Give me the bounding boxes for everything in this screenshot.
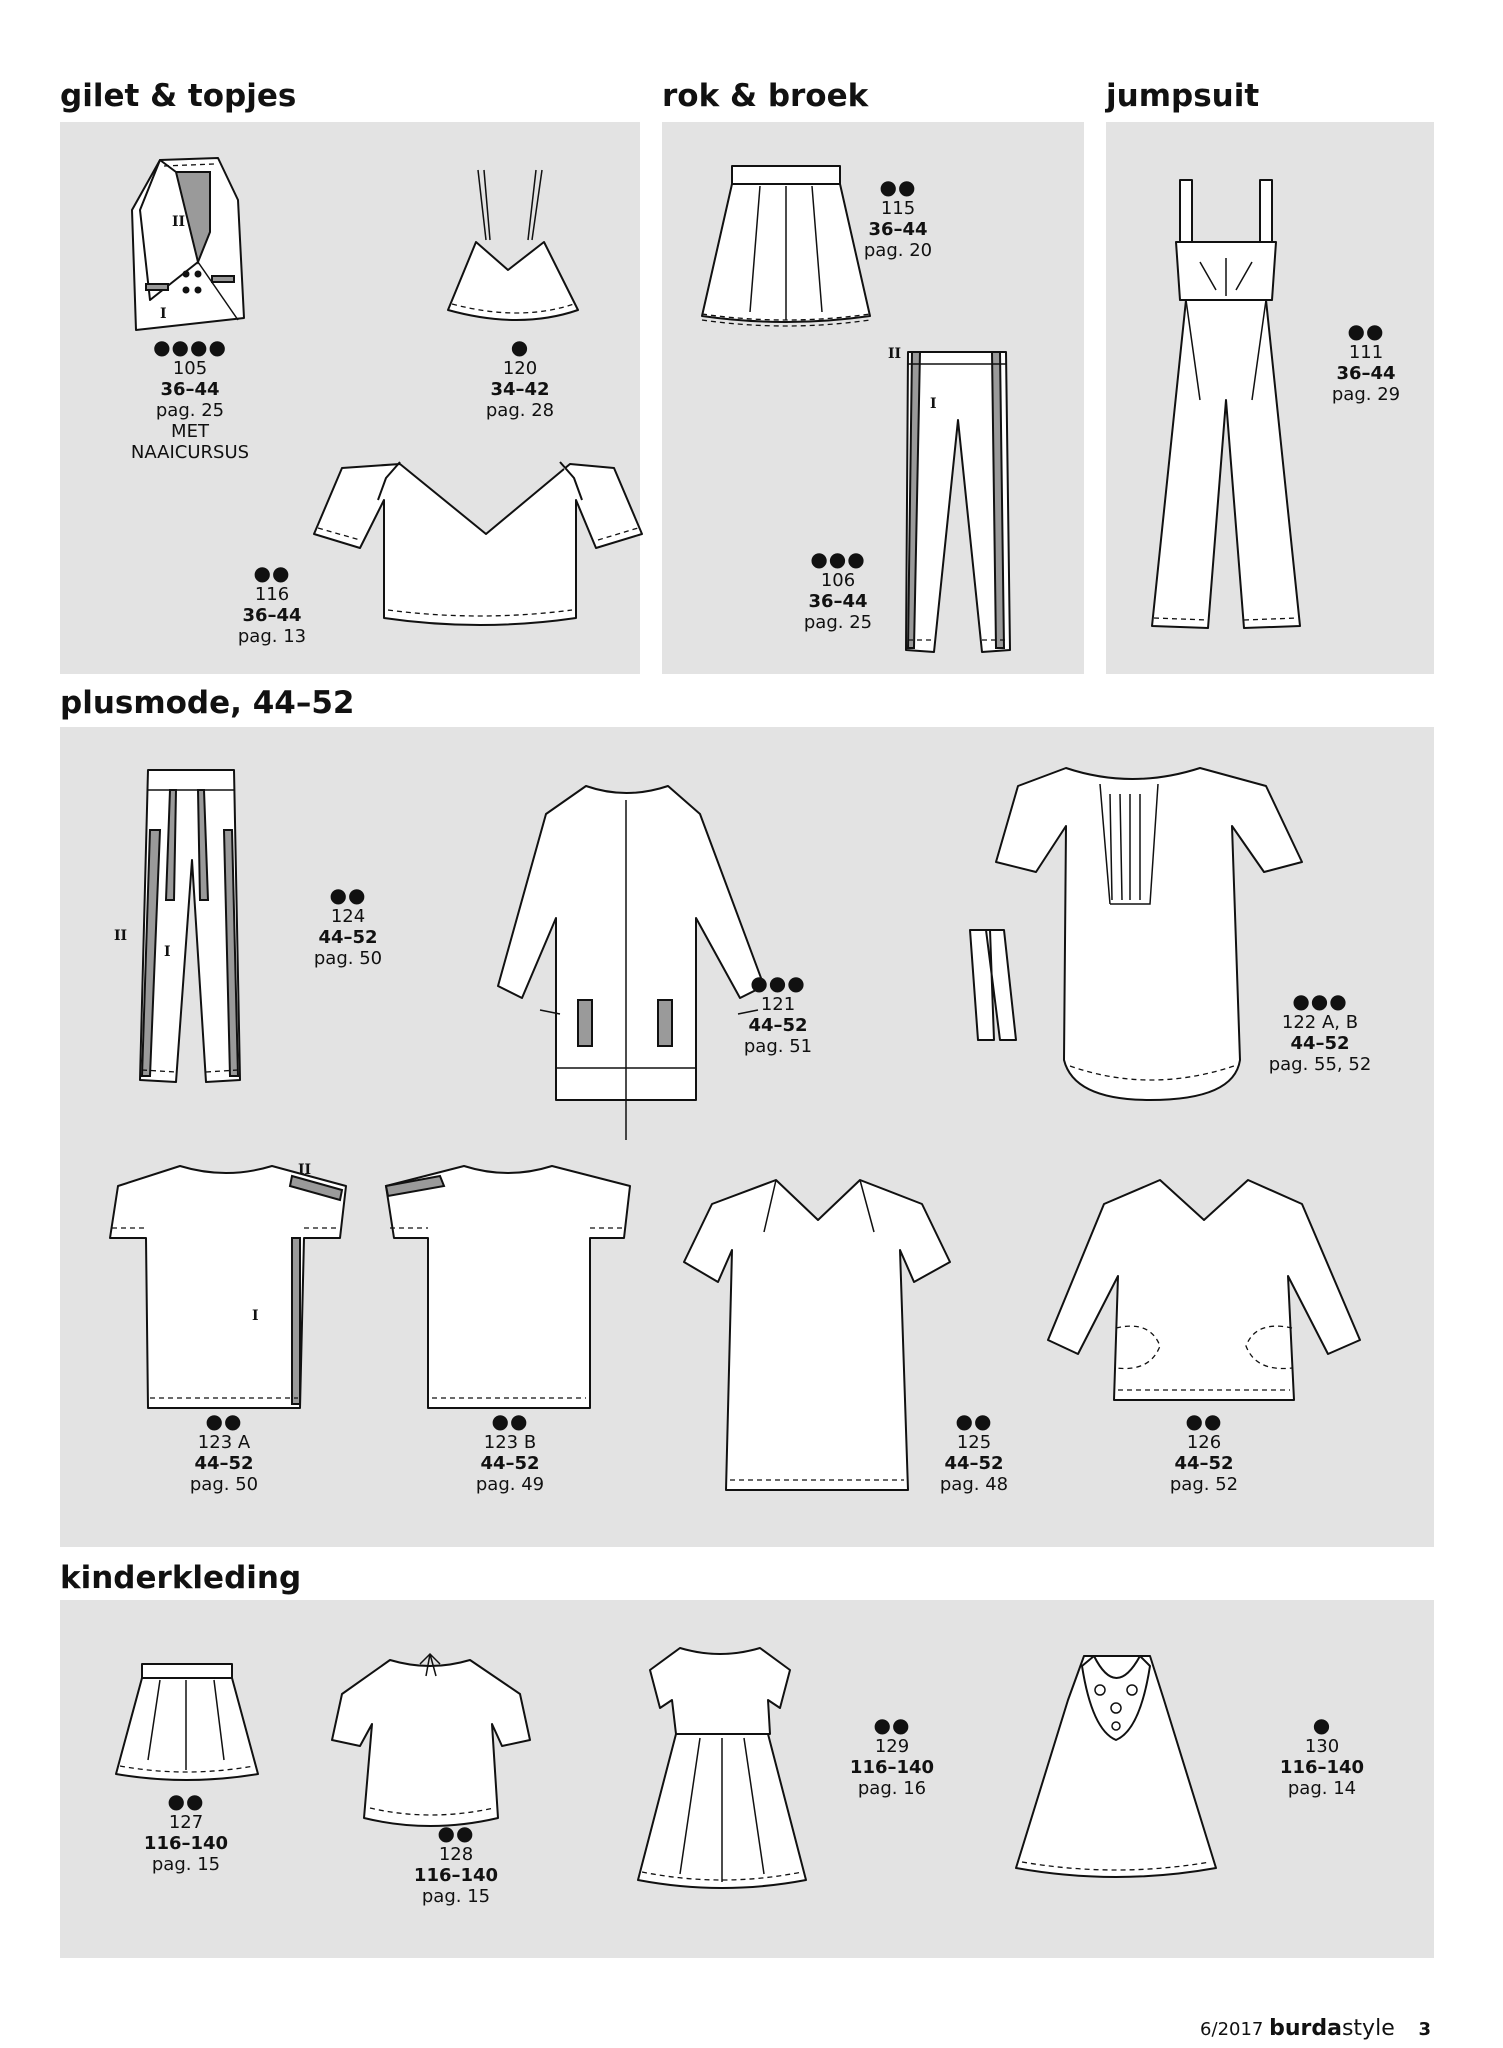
model-number: 130 [1304,1736,1340,1757]
model-number: 111 [1348,342,1384,363]
model-121-info [718,972,838,1057]
svg-text:I: I [164,944,171,960]
drawing-105-vest [132,158,244,330]
drawing-120-camisole [448,170,578,320]
model-number: 115 [880,198,916,219]
page-ref: pag. 15 [421,1886,491,1907]
size-range: 36–44 [242,605,302,626]
model-number: 129 [874,1736,910,1757]
model-129-info [832,1714,952,1799]
drawing-111-jumpsuit [1152,180,1300,628]
drawing-125-dress [684,1180,950,1490]
difficulty-dots: ●● [1185,1409,1223,1433]
model-106-info [778,548,898,633]
model-123b-info [450,1410,570,1495]
model-number: 120 [502,358,538,379]
size-range: 44–52 [480,1453,540,1474]
difficulty-dots: ●●● [1292,989,1348,1013]
svg-text:I: I [160,306,167,322]
page-ref: pag. 20 [863,240,933,261]
drawing-116-top [314,462,642,625]
model-number: 121 [760,994,796,1015]
drawing-127-skirt [116,1664,258,1780]
page-ref: pag. 51 [743,1036,813,1057]
page-ref: pag. 14 [1287,1778,1357,1799]
size-range: 36–44 [808,591,868,612]
model-number: 123 A [197,1432,251,1453]
size-range: 44–52 [944,1453,1004,1474]
issue-date: 6/2017 [1200,2019,1264,2040]
model-115-info [838,176,958,261]
difficulty-dots: ●● [253,561,291,585]
size-range: 34–42 [490,379,550,400]
model-number: 127 [168,1812,204,1833]
page-ref: pag. 15 [151,1854,221,1875]
difficulty-dots: ●● [1347,319,1385,343]
heading-rok-broek: rok & broek [662,78,869,114]
model-105-info [110,336,270,463]
page-ref: pag. 25 [803,612,873,633]
page-ref: pag. 49 [475,1474,545,1495]
size-range: 116–140 [413,1865,499,1886]
model-126-info [1144,1410,1264,1495]
page-ref: pag. 50 [189,1474,259,1495]
page-ref: pag. 52 [1169,1474,1239,1495]
difficulty-dots: ●●● [810,547,866,571]
model-124-info [288,884,408,969]
difficulty-dots: ●● [205,1409,243,1433]
size-range: 44–52 [194,1453,254,1474]
drawing-129-dress [638,1648,806,1888]
page-ref: pag. 29 [1331,384,1401,405]
difficulty-dots: ●● [873,1713,911,1737]
difficulty-dots: ●● [437,1821,475,1845]
size-range: 36–44 [868,219,928,240]
page-ref: pag. 28 [485,400,555,421]
drawing-126-top [1048,1180,1360,1400]
page-ref: pag. 55, 52 [1268,1054,1372,1075]
heading-gilet-topjes: gilet & topjes [60,78,297,114]
drawing-124-trousers [114,770,240,1082]
size-range: 116–140 [849,1757,935,1778]
svg-text:I: I [930,396,937,412]
drawing-123a-tshirt [110,1162,346,1408]
model-number: 105 [172,358,208,379]
page-ref: pag. 16 [857,1778,927,1799]
model-120-info [460,336,580,421]
difficulty-dots: ● [1312,1713,1332,1737]
page-footer [1200,2016,1431,2041]
model-123a-info [164,1410,284,1495]
difficulty-dots: ●● [491,1409,529,1433]
drawing-130-dress [1016,1656,1216,1877]
model-number: 122 A, B [1281,1012,1359,1033]
drawing-121-bomber [498,786,764,1140]
drawing-123b-tshirt [386,1166,630,1408]
difficulty-dots: ●●● [750,971,806,995]
page-ref: pag. 13 [237,626,307,647]
model-note: MET NAAICURSUS [130,421,250,463]
page-number: 3 [1418,2019,1431,2040]
model-130-info [1262,1714,1382,1799]
size-range: 44–52 [1174,1453,1234,1474]
difficulty-dots: ●● [955,1409,993,1433]
model-number: 128 [438,1844,474,1865]
model-number: 124 [330,906,366,927]
page-ref: pag. 50 [313,948,383,969]
difficulty-dots: ●●●● [153,335,227,359]
difficulty-dots: ● [510,335,530,359]
svg-text:II: II [114,928,128,944]
model-125-info [914,1410,1034,1495]
model-128-info [396,1822,516,1907]
model-number: 123 B [483,1432,537,1453]
heading-plusmode: plusmode, 44–52 [60,685,355,721]
size-range: 44–52 [318,927,378,948]
page-ref: pag. 25 [155,400,225,421]
svg-text:II: II [888,346,902,362]
size-range: 116–140 [143,1833,229,1854]
size-range: 116–140 [1279,1757,1365,1778]
svg-text:I: I [252,1308,259,1324]
size-range: 44–52 [748,1015,808,1036]
size-range: 36–44 [1336,363,1396,384]
difficulty-dots: ●● [329,883,367,907]
model-number: 116 [254,584,290,605]
svg-text:II: II [172,214,186,230]
model-127-info [126,1790,246,1875]
model-116-info [212,562,332,647]
drawing-128-top [332,1654,530,1826]
difficulty-dots: ●● [879,175,917,199]
model-111-info [1306,320,1426,405]
heading-jumpsuit: jumpsuit [1106,78,1260,114]
heading-kinderkleding: kinderkleding [60,1560,302,1596]
page-ref: pag. 48 [939,1474,1009,1495]
model-number: 106 [820,570,856,591]
model-number: 125 [956,1432,992,1453]
size-range: 36–44 [160,379,220,400]
model-number: 126 [1186,1432,1222,1453]
brand-logo-bold: burda [1269,2016,1342,2041]
svg-text:II: II [298,1162,312,1178]
size-range: 44–52 [1290,1033,1350,1054]
difficulty-dots: ●● [167,1789,205,1813]
model-122-info [1250,990,1390,1075]
drawing-106-trousers [888,346,1010,652]
brand-logo-regular: style [1341,2016,1395,2041]
